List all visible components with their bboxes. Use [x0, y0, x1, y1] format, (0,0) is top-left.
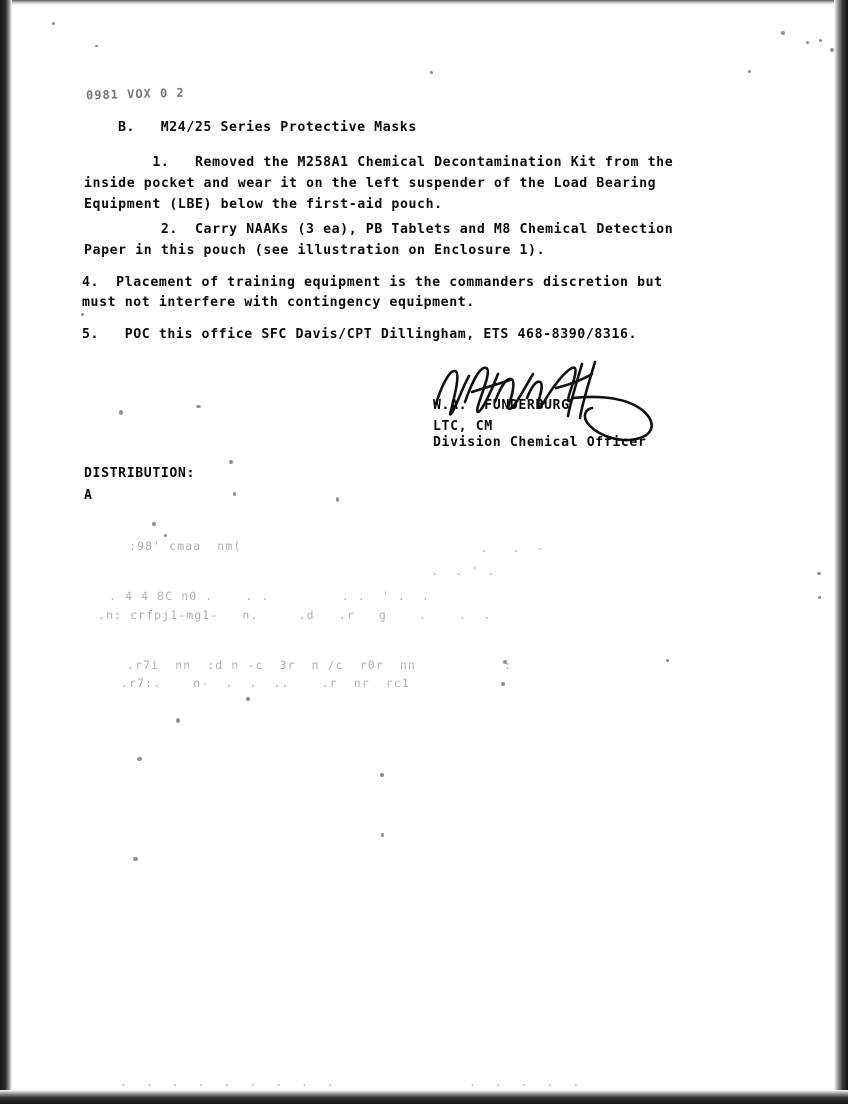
signature-title: Division Chemical Officer	[433, 435, 647, 450]
scan-speck	[164, 534, 167, 537]
paragraph-item-1-line-2: inside pocket and wear it on the left suspender of the Load Bearing	[84, 176, 657, 191]
scan-speck	[246, 697, 250, 701]
scan-speck	[501, 682, 505, 686]
scan-speck	[781, 31, 785, 35]
scan-speck	[666, 659, 669, 662]
signature-name: W.A. FUNDERBURG	[433, 398, 570, 413]
scan-speck	[818, 596, 821, 599]
scan-speck	[52, 22, 55, 25]
scan-speck	[119, 410, 123, 415]
bleed-through-line: :98' cmaa nm(	[113, 539, 242, 553]
paragraph-item-1-line-3: Equipment (LBE) below the first-aid pouch.	[84, 197, 443, 212]
scan-speck	[152, 522, 156, 526]
scan-speck	[806, 41, 809, 44]
scan-speck	[430, 71, 433, 74]
signature-rank: LTC, CM	[433, 419, 493, 434]
scan-speck	[229, 460, 233, 464]
scan-speck	[233, 492, 236, 496]
paragraph-item-1-line-1: 1. Removed the M258A1 Chemical Decontamination Kit from the	[84, 155, 674, 170]
scan-speck	[95, 45, 98, 47]
scan-speck	[819, 39, 822, 42]
bleed-through-line: . . -	[320, 541, 561, 555]
paragraph-item-5-line-1: 5. POC this office SFC Davis/CPT Dillingham, ETS 468-8390/8316.	[82, 327, 638, 342]
scan-speck	[830, 48, 834, 52]
bottom-dot-line: . . . . . . . . . . . . . .	[120, 1075, 586, 1089]
scan-speck	[137, 757, 142, 761]
distribution-value: A	[84, 488, 93, 503]
section-b-heading: B. M24/25 Series Protective Masks	[118, 120, 417, 135]
paragraph-item-4-line-2: must not interfere with contingency equipment.	[82, 295, 475, 310]
scan-speck	[336, 497, 339, 502]
bleed-through-line: . . ' .	[375, 564, 504, 578]
scan-speck	[748, 70, 751, 73]
bleed-through-line: .r7i nn :d n -c 3r n /c r0r nn :	[111, 658, 513, 672]
scan-speck	[176, 718, 180, 723]
paragraph-item-4-line-1: 4. Placement of training equipment is the commanders discretion but	[82, 275, 663, 290]
distribution-heading: DISTRIBUTION:	[84, 466, 196, 481]
bleed-through-line: .r7:. n- . . .. .r nr rc1	[113, 676, 410, 690]
scan-speck	[817, 572, 821, 575]
bleed-through-line: .n: crfpj1-mg1- n. .d .r g . . .	[98, 608, 500, 622]
bleed-through-line: . 4 4 8C n0 . . . . . ' . .	[101, 589, 430, 603]
scan-speck	[380, 773, 384, 777]
scan-speck	[133, 857, 138, 861]
scan-speck	[81, 313, 84, 316]
paragraph-item-2-line-2: Paper in this pouch (see illustration on Enclosure 1).	[84, 243, 546, 258]
scan-speck	[196, 405, 201, 408]
date-stamp: 0981 VOX 0 2	[85, 85, 185, 103]
paragraph-item-2-line-1: 2. Carry NAAKs (3 ea), PB Tablets and M8 Chemical Detection	[84, 222, 674, 237]
scan-speck	[381, 833, 384, 837]
